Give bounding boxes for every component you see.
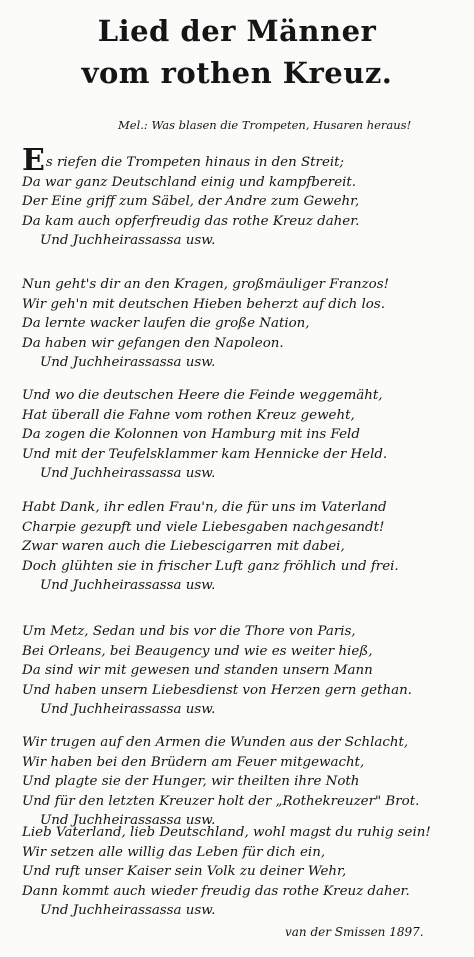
stanza-line: Und haben unsern Liebesdienst von Herzen gern gethan. (22, 682, 412, 698)
stanza-line: Charpie gezupft und viele Liebesgaben nachgesandt! (22, 519, 385, 535)
stanza-line: Zwar waren auch die Liebescigarren mit dabei, (22, 539, 345, 554)
stanza-line: Bei Orleans, bei Beaugency und wie es weiter hieß, (22, 643, 373, 659)
stanza-line: Hat überall die Fahne vom rothen Kreuz geweht, (22, 407, 355, 423)
stanza-line: Da haben wir gefangen den Napoleon. (22, 335, 284, 351)
stanza-line: Da war ganz Deutschland einig und kampfbereit. (22, 174, 357, 190)
author-signature: van der Smissen 1897. (285, 925, 424, 939)
stanza-line: Da zogen die Kolonnen von Hamburg mit ins Feld (22, 427, 360, 442)
stanza-line: Lieb Vaterland, lieb Deutschland, wohl magst du ruhig sein! (22, 825, 431, 840)
refrain: Und Juchheirassassa usw. (40, 813, 216, 828)
stanza-line: Und ruft unser Kaiser sein Volk zu deiner Wehr, (22, 864, 347, 879)
stanza-line: Wir geh'n mit deutschen Hieben beherzt auf dich los. (22, 296, 385, 312)
stanza-1 (22, 143, 470, 251)
refrain: Und Juchheirassassa usw. (40, 578, 216, 593)
stanza-line: Und wo die deutschen Heere die Feinde weggemäht, (22, 388, 383, 403)
stanza-line: Dann kommt auch wieder freudig das rothe Kreuz daher. (22, 883, 410, 899)
stanza-line: Um Metz, Sedan und bis vor die Thore von Paris, (22, 624, 356, 639)
melody-note: Mel.: Was blasen die Trompeten, Husaren heraus! (118, 118, 412, 132)
refrain: Und Juchheirassassa usw. (40, 355, 216, 370)
stanza-line: Und plagte sie der Hunger, wir theilten ihre Noth (22, 774, 360, 789)
stanza-line: Und mit der Teufelsklammer kam Hennicke der Held. (22, 446, 388, 462)
stanza-7 (22, 823, 470, 921)
stanza-line: Habt Dank, ihr edlen Frau'n, die für uns im Vaterland (22, 500, 387, 515)
stanza-6 (22, 733, 470, 831)
stanza-line: Wir setzen alle willig das Leben für dich ein, (22, 844, 326, 860)
refrain: Und Juchheirassassa usw. (40, 903, 216, 918)
title-line-2: vom rothen Kreuz. (81, 56, 393, 90)
stanza-line: Doch glühten sie in frischer Luft ganz fröhlich und frei. (22, 558, 399, 574)
drop-cap: E (22, 143, 45, 178)
stanza-5 (22, 622, 470, 720)
stanza-line: Und für den letzten Kreuzer holt der „Rothekreuzer" Brot. (22, 793, 420, 809)
stanza-line: Wir haben bei den Brüdern am Feuer mitgewacht, (22, 754, 365, 770)
refrain: Und Juchheirassassa usw. (40, 233, 216, 248)
stanza-line: Da sind wir mit gewesen und standen unsern Mann (22, 663, 373, 678)
refrain: Und Juchheirassassa usw. (40, 702, 216, 717)
stanza-line: Wir trugen auf den Armen die Wunden aus der Schlacht, (22, 735, 409, 750)
stanza-line: Es riefen die Trompeten hinaus in den Streit; (22, 143, 345, 178)
stanza-2 (22, 275, 470, 373)
stanza-4 (22, 498, 470, 596)
stanza-line: Der Eine griff zum Säbel, der Andre zum Gewehr, (22, 194, 360, 209)
title-line-1: Lied der Männer (97, 14, 377, 48)
stanza-line: Da lernte wacker laufen die große Nation, (22, 316, 310, 331)
stanza-3 (22, 386, 470, 484)
refrain: Und Juchheirassassa usw. (40, 466, 216, 481)
stanza-line: Nun geht's dir an den Kragen, großmäuliger Franzos! (22, 277, 389, 292)
stanza-line: Da kam auch opferfreudig das rothe Kreuz daher. (22, 213, 360, 229)
